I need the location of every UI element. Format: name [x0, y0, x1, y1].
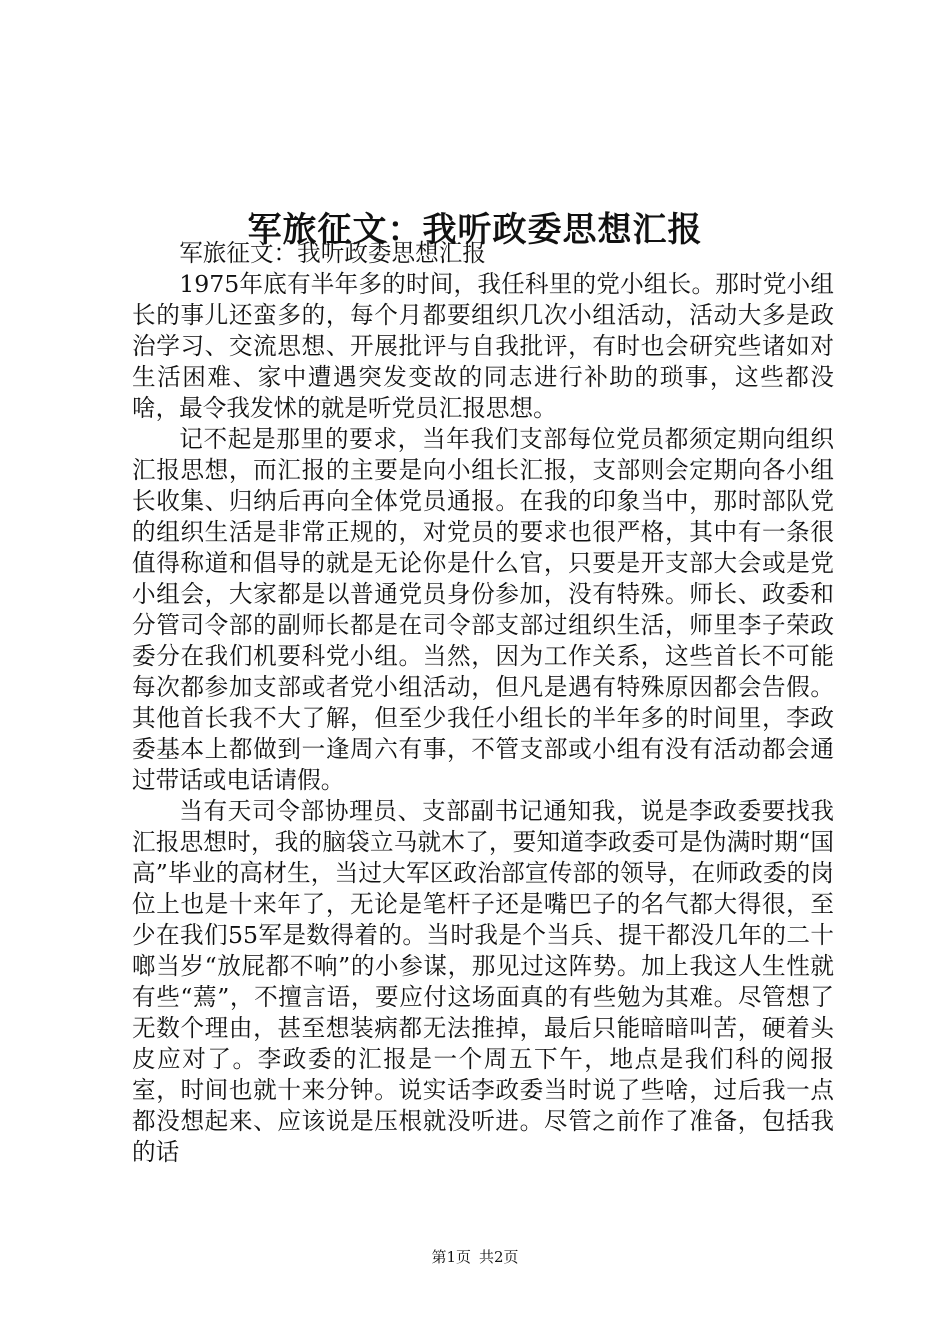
paragraph-subtitle: 军旅征文：我听政委思想汇报	[179, 239, 486, 267]
paragraph: 1975年底有半年多的时间，我任科里的党小组长。那时党小组长的事儿还蛮多的，每个月都要组织几次小组活动，活动大多是政治学习、交流思想、开展批评与自我批评，有时也会研究些诸如对生活困难、家中遭遇突发变故的同志进行补助的琐事，这些都没啥，最令我发怵的就是听党员汇报思想。	[132, 270, 834, 422]
page-number: 第1页	[431, 1248, 471, 1266]
paragraph: 当有天司令部协理员、支部副书记通知我，说是李政委要找我汇报思想时，我的脑袋立马就木了，要知道李政委可是伪满时期“国高”毕业的高材生，当过大军区政治部宣传部的领导，在师政委的岗位上也是十来年了，无论是笔杆子还是嘴巴子的名气都大得很，至少在我们55军是数得着的。当时我是个当兵、提干都没几年的二十啷当岁“放屁都不响”的小参谋，那见过这阵势。加上我这人生性就有些“蔫”，不擅言语，要应付这场面真的有些勉为其难。尽管想了无数个理由，甚至想装病都无法推掉，最后只能暗暗叫苦，硬着头皮应对了。李政委的汇报是一个周五下午，地点是我们科的阅报室，时间也就十来分钟。说实话李政委当时说了些啥，过后我一点都没想起来、应该说是压根就没听进。尽管之前作了准备，包括我的话	[132, 797, 834, 1166]
document-body	[132, 238, 834, 1168]
document-title: 军旅征文：我听政委思想汇报	[247, 209, 703, 250]
page-footer	[0, 1247, 950, 1267]
page-total: 共2页	[479, 1248, 519, 1266]
paragraph: 记不起是那里的要求，当年我们支部每位党员都须定期向组织汇报思想，而汇报的主要是向小组长汇报，支部则会定期向各小组长收集、归纳后再向全体党员通报。在我的印象当中，那时部队党的组织生活是非常正规的，对党员的要求也很严格，其中有一条很值得称道和倡导的就是无论你是什么官，只要是开支部大会或是党小组会，大家都是以普通党员身份参加，没有特殊。师长、政委和分管司令部的副师长都是在司令部支部过组织生活，师里李子荣政委分在我们机要科党小组。当然，因为工作关系，这些首长不可能每次都参加支部或者党小组活动，但凡是遇有特殊原因都会告假。其他首长我不大了解，但至少我任小组长的半年多的时间里，李政委基本上都做到一逢周六有事，不管支部或小组有没有活动都会通过带话或电话请假。	[132, 425, 834, 794]
